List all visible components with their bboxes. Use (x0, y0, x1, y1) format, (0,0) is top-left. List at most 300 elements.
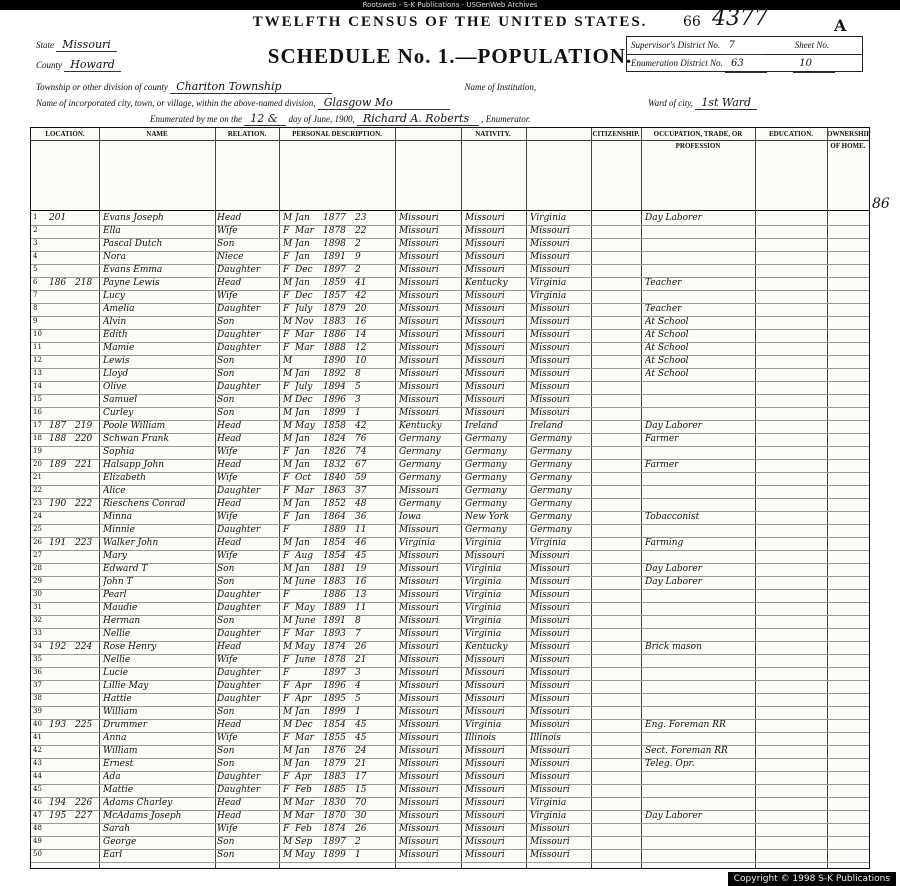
birthplace-person: Missouri (399, 733, 439, 743)
person-name: Lloyd (103, 369, 129, 379)
sex: F (283, 551, 290, 561)
sex: F (283, 629, 290, 639)
birth-year: 1852 (323, 499, 346, 509)
sex: M (283, 408, 293, 418)
birthplace-person: Missouri (399, 486, 439, 496)
house-number: 201 (49, 213, 67, 223)
person-name: Halsapp John (103, 460, 165, 470)
group-location: LOCATION. (31, 128, 99, 141)
birthplace-mother: Missouri (530, 265, 570, 275)
enum-month-label: day of June, 1900, (288, 114, 355, 124)
occupation: Tobacconist (645, 512, 700, 522)
birthplace-person: Missouri (399, 811, 439, 821)
birth-month: June (295, 655, 316, 665)
birthplace-person: Missouri (399, 304, 439, 314)
occupation: At School (645, 330, 689, 340)
sex: M (283, 798, 293, 808)
relation: Son (217, 850, 235, 860)
township-line (36, 80, 536, 94)
birthplace-father: Germany (465, 525, 507, 535)
corner-mark: 86 (872, 196, 890, 212)
sex: M (283, 395, 293, 405)
relation: Daughter (217, 681, 261, 691)
column-header-band (31, 128, 869, 211)
sex: F (283, 343, 290, 353)
birthplace-father: Germany (465, 447, 507, 457)
institution-label: Name of Institution, (464, 82, 537, 92)
birthplace-person: Missouri (399, 395, 439, 405)
sex: M (283, 499, 293, 509)
group-name: NAME (99, 128, 215, 141)
birthplace-father: Missouri (465, 330, 505, 340)
birthplace-mother: Missouri (530, 408, 570, 418)
age: 17 (355, 772, 367, 782)
age: 37 (355, 486, 367, 496)
age: 16 (355, 317, 367, 327)
birthplace-mother: Missouri (530, 226, 570, 236)
person-name: Samuel (103, 395, 138, 405)
line-number: 15 (33, 395, 42, 403)
group-nativity: NATIVITY. (395, 128, 591, 141)
sex: M (283, 837, 293, 847)
birth-month: Dec (295, 265, 313, 275)
birth-month: Jan (295, 499, 310, 509)
birth-year: 1870 (323, 811, 346, 821)
person-name: Adams Charley (103, 798, 173, 808)
township-value: Chariton Township (170, 80, 332, 94)
age: 59 (355, 473, 367, 483)
sex: F (283, 382, 290, 392)
age: 16 (355, 577, 367, 587)
occupation: Farmer (645, 434, 679, 444)
sex: M (283, 720, 293, 730)
relation: Daughter (217, 668, 261, 678)
sex: M (283, 538, 293, 548)
sex: M (283, 577, 293, 587)
line-number: 24 (33, 512, 42, 520)
birthplace-mother: Illinois (530, 733, 561, 743)
sex: M (283, 317, 293, 327)
birth-month: Jan (295, 707, 310, 717)
birthplace-mother: Missouri (530, 590, 570, 600)
age: 30 (355, 811, 367, 821)
sex: M (283, 434, 293, 444)
age: 5 (355, 382, 361, 392)
birthplace-mother: Missouri (530, 746, 570, 756)
birthplace-father: Missouri (465, 746, 505, 756)
house-number: 192 (49, 642, 67, 652)
age: 45 (355, 733, 367, 743)
birthplace-mother: Ireland (530, 421, 563, 431)
line-number: 2 (33, 226, 38, 234)
relation: Daughter (217, 629, 261, 639)
birth-year: 1896 (323, 681, 346, 691)
line-number: 22 (33, 486, 42, 494)
sex: F (283, 668, 290, 678)
township-label: Township or other division of county (36, 82, 168, 92)
birth-month: Jan (295, 447, 310, 457)
birthplace-father: Germany (465, 434, 507, 444)
birthplace-father: Missouri (465, 694, 505, 704)
birthplace-mother: Missouri (530, 681, 570, 691)
county-line (36, 58, 121, 72)
sex: M (283, 850, 293, 860)
birthplace-father: Germany (465, 473, 507, 483)
birthplace-person: Missouri (399, 239, 439, 249)
age: 2 (355, 239, 361, 249)
sex: F (283, 603, 290, 613)
age: 20 (355, 304, 367, 314)
line-number: 19 (33, 447, 42, 455)
state-line (36, 38, 117, 52)
line-number: 23 (33, 499, 42, 507)
age: 41 (355, 278, 367, 288)
relation: Son (217, 707, 235, 717)
birthplace-father: Missouri (465, 226, 505, 236)
relation: Son (217, 564, 235, 574)
age: 26 (355, 824, 367, 834)
age: 10 (355, 356, 367, 366)
occupation: Eng. Foreman RR (645, 720, 726, 730)
birth-year: 1899 (323, 707, 346, 717)
person-name: William (103, 746, 138, 756)
sex: F (283, 772, 290, 782)
birthplace-father: Missouri (465, 551, 505, 561)
birthplace-mother: Missouri (530, 564, 570, 574)
birthplace-person: Missouri (399, 213, 439, 223)
line-number: 26 (33, 538, 42, 546)
birth-year: 1879 (323, 304, 346, 314)
house-number: 193 (49, 720, 67, 730)
birth-month: Feb (295, 824, 312, 834)
birthplace-mother: Missouri (530, 759, 570, 769)
house-number: 195 (49, 811, 67, 821)
age: 12 (355, 343, 367, 353)
relation: Wife (217, 473, 238, 483)
supervisor-value: 7 (722, 37, 764, 55)
birthplace-father: Virginia (465, 564, 502, 574)
birth-month: July (295, 382, 313, 392)
birthplace-person: Missouri (399, 772, 439, 782)
birth-year: 1854 (323, 551, 346, 561)
relation: Son (217, 395, 235, 405)
relation: Son (217, 746, 235, 756)
birthplace-father: Missouri (465, 837, 505, 847)
age: 11 (355, 525, 367, 535)
sex: M (283, 421, 293, 431)
occupation: Day Laborer (645, 564, 702, 574)
birth-month: Jan (295, 408, 310, 418)
person-name: Edward T (103, 564, 148, 574)
birthplace-person: Missouri (399, 369, 439, 379)
occupation: Teacher (645, 304, 682, 314)
sex: M (283, 811, 293, 821)
enum-district-label: Enumeration District No. (631, 58, 723, 68)
occupation: At School (645, 369, 689, 379)
birth-year: 1891 (323, 252, 346, 262)
enum-district-row (627, 55, 862, 72)
line-number: 35 (33, 655, 42, 663)
line-number: 31 (33, 603, 42, 611)
birthplace-father: Missouri (465, 850, 505, 860)
person-name: Drummer (103, 720, 148, 730)
line-number: 16 (33, 408, 42, 416)
birth-year: 1889 (323, 603, 346, 613)
birthplace-father: Missouri (465, 291, 505, 301)
birthplace-person: Missouri (399, 681, 439, 691)
birthplace-person: Missouri (399, 226, 439, 236)
person-name: Edith (103, 330, 128, 340)
person-name: Anna (103, 733, 127, 743)
birthplace-father: Virginia (465, 577, 502, 587)
birthplace-mother: Missouri (530, 707, 570, 717)
birthplace-mother: Missouri (530, 577, 570, 587)
enumeration-line (150, 112, 530, 126)
relation: Son (217, 837, 235, 847)
birthplace-father: Virginia (465, 629, 502, 639)
birthplace-mother: Germany (530, 447, 572, 457)
birthplace-mother: Germany (530, 486, 572, 496)
relation: Wife (217, 655, 238, 665)
ward-value: 1st Ward (695, 96, 757, 110)
relation: Wife (217, 291, 238, 301)
birthplace-mother: Missouri (530, 668, 570, 678)
person-name: Evans Emma (103, 265, 163, 275)
birthplace-mother: Missouri (530, 239, 570, 249)
birth-year: 1892 (323, 369, 346, 379)
relation: Daughter (217, 590, 261, 600)
relation: Son (217, 356, 235, 366)
occupation: Brick mason (645, 642, 702, 652)
birth-year: 1879 (323, 759, 346, 769)
birthplace-mother: Missouri (530, 343, 570, 353)
group-relation: RELATION. (215, 128, 279, 141)
relation: Head (217, 460, 242, 470)
sex: F (283, 824, 290, 834)
relation: Son (217, 317, 235, 327)
birthplace-father: Illinois (465, 733, 496, 743)
birthplace-father: Missouri (465, 824, 505, 834)
birthplace-person: Missouri (399, 356, 439, 366)
birth-year: 1883 (323, 317, 346, 327)
group-citizenship: CITIZENSHIP. (591, 128, 641, 141)
sex: M (283, 356, 293, 366)
birthplace-person: Missouri (399, 291, 439, 301)
occupation: Teleg. Opr. (645, 759, 695, 769)
line-number: 30 (33, 590, 42, 598)
birthplace-mother: Missouri (530, 382, 570, 392)
birthplace-mother: Missouri (530, 356, 570, 366)
birthplace-person: Kentucky (399, 421, 442, 431)
birth-year: 1886 (323, 330, 346, 340)
birthplace-person: Missouri (399, 720, 439, 730)
relation: Daughter (217, 694, 261, 704)
family-number: 222 (75, 499, 93, 509)
line-number: 4 (33, 252, 38, 260)
line-number: 37 (33, 681, 42, 689)
family-number: 221 (75, 460, 93, 470)
birthplace-person: Missouri (399, 564, 439, 574)
table-row (31, 849, 869, 864)
birthplace-person: Missouri (399, 824, 439, 834)
birthplace-father: Missouri (465, 798, 505, 808)
birth-month: June (295, 577, 316, 587)
age: 45 (355, 551, 367, 561)
birth-month: Jan (295, 538, 310, 548)
line-number: 41 (33, 733, 42, 741)
birth-month: June (295, 616, 316, 626)
birthplace-father: Missouri (465, 369, 505, 379)
birth-month: Jan (295, 460, 310, 470)
birth-month: Dec (295, 291, 313, 301)
city-line (36, 96, 757, 110)
birthplace-mother: Missouri (530, 655, 570, 665)
birthplace-person: Missouri (399, 603, 439, 613)
group-ownership: OWNERSHIP OF HOME. (827, 130, 871, 150)
relation: Wife (217, 824, 238, 834)
birthplace-person: Missouri (399, 668, 439, 678)
age: 23 (355, 213, 367, 223)
line-number: 14 (33, 382, 42, 390)
birth-year: 1854 (323, 720, 346, 730)
relation: Wife (217, 512, 238, 522)
relation: Daughter (217, 265, 261, 275)
occupation: Farming (645, 538, 684, 548)
line-number: 18 (33, 434, 42, 442)
sex: F (283, 525, 290, 535)
age: 2 (355, 837, 361, 847)
census-title: TWELFTH CENSUS OF THE UNITED STATES. (252, 14, 648, 30)
sex: F (283, 291, 290, 301)
birthplace-mother: Virginia (530, 291, 567, 301)
birth-month: Mar (295, 226, 314, 236)
sex: F (283, 265, 290, 275)
sex: M (283, 369, 293, 379)
person-name: Alice (103, 486, 126, 496)
birth-year: 1897 (323, 668, 346, 678)
line-number: 36 (33, 668, 42, 676)
birthplace-mother: Missouri (530, 824, 570, 834)
enum-district-value: 63 (725, 55, 767, 73)
birthplace-father: Missouri (465, 759, 505, 769)
relation: Daughter (217, 304, 261, 314)
birthplace-mother: Missouri (530, 837, 570, 847)
birthplace-person: Missouri (399, 642, 439, 652)
age: 70 (355, 798, 367, 808)
birthplace-person: Missouri (399, 408, 439, 418)
person-name: Elizabeth (103, 473, 146, 483)
age: 13 (355, 590, 367, 600)
age: 1 (355, 707, 361, 717)
line-number: 48 (33, 824, 42, 832)
line-number: 40 (33, 720, 42, 728)
birthplace-father: Virginia (465, 616, 502, 626)
family-number: 226 (75, 798, 93, 808)
birthplace-mother: Missouri (530, 616, 570, 626)
birthplace-father: Germany (465, 460, 507, 470)
relation: Daughter (217, 525, 261, 535)
person-name: Poole William (103, 421, 166, 431)
birth-month: Mar (295, 330, 314, 340)
person-name: Sarah (103, 824, 130, 834)
line-number: 1 (33, 213, 38, 221)
birth-month: Jan (295, 213, 310, 223)
age: 21 (355, 759, 367, 769)
family-number: 225 (75, 720, 93, 730)
sex: F (283, 226, 290, 236)
person-name: Olive (103, 382, 127, 392)
age: 45 (355, 720, 367, 730)
birthplace-person: Missouri (399, 551, 439, 561)
birth-year: 1864 (323, 512, 346, 522)
relation: Head (217, 720, 242, 730)
line-number: 20 (33, 460, 42, 468)
supervisor-row (627, 37, 862, 55)
birthplace-person: Missouri (399, 850, 439, 860)
age: 42 (355, 291, 367, 301)
birth-year: 1832 (323, 460, 346, 470)
person-name: John T (103, 577, 133, 587)
sex: F (283, 330, 290, 340)
city-value: Glasgow Mo (318, 96, 450, 110)
relation: Daughter (217, 785, 261, 795)
person-name: Nellie (103, 655, 131, 665)
birthplace-mother: Virginia (530, 798, 567, 808)
sex: F (283, 681, 290, 691)
enumerator-name: Richard A. Roberts (357, 112, 479, 126)
birth-month: Dec (295, 720, 313, 730)
birth-year: 1899 (323, 850, 346, 860)
line-number: 34 (33, 642, 42, 650)
birthplace-mother: Virginia (530, 213, 567, 223)
birthplace-father: Virginia (465, 720, 502, 730)
sex: F (283, 447, 290, 457)
line-number: 50 (33, 850, 42, 858)
line-number: 8 (33, 304, 38, 312)
person-name: Earl (103, 850, 123, 860)
birthplace-father: Missouri (465, 382, 505, 392)
occupation: Day Laborer (645, 577, 702, 587)
birthplace-mother: Germany (530, 473, 572, 483)
birth-month: Mar (295, 798, 314, 808)
birthplace-person: Missouri (399, 746, 439, 756)
person-name: Mattie (103, 785, 134, 795)
birth-year: 1859 (323, 278, 346, 288)
person-name: Rose Henry (103, 642, 157, 652)
occupation: Day Laborer (645, 213, 702, 223)
occupation: Day Laborer (645, 421, 702, 431)
person-name: Nora (103, 252, 126, 262)
state-label: State (36, 40, 54, 50)
birth-year: 1894 (323, 382, 346, 392)
birthplace-father: Ireland (465, 421, 498, 431)
person-name: Mamie (103, 343, 135, 353)
birthplace-father: Kentucky (465, 642, 508, 652)
person-name: Sophia (103, 447, 135, 457)
birthplace-mother: Missouri (530, 395, 570, 405)
birth-year: 1897 (323, 265, 346, 275)
birth-month: Mar (295, 343, 314, 353)
birthplace-mother: Missouri (530, 317, 570, 327)
house-number: 190 (49, 499, 67, 509)
line-number: 32 (33, 616, 42, 624)
age: 36 (355, 512, 367, 522)
birth-month: May (295, 642, 315, 652)
birthplace-mother: Missouri (530, 694, 570, 704)
birth-year: 1826 (323, 447, 346, 457)
family-number: 227 (75, 811, 93, 821)
enumerator-label: , Enumerator. (481, 114, 531, 124)
